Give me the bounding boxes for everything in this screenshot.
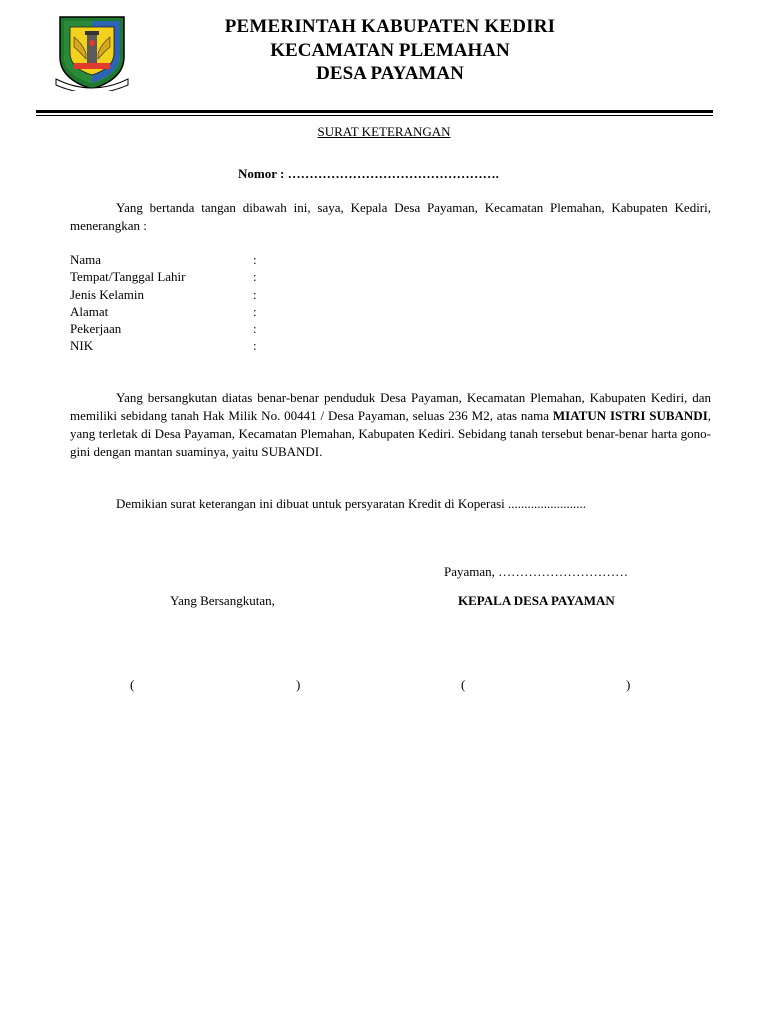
owner-name: MIATUN ISTRI SUBANDI [552,408,708,423]
applicant-signature-paren-open: ( [130,677,135,692]
field-colon: : [253,321,257,337]
body-paragraph [70,389,711,461]
field-colon: : [253,286,257,302]
body-text-part2: , yang terletak di Desa Payaman, Kecamatan Plemahan, Kabupaten Kediri. Sebidang tanah tersebut benar-benar harta gono-gini dengan mantan suaminya, yaitu SUBANDI. [70,408,712,459]
opening-text: Yang bertanda tangan dibawah ini, saya, Kepala Desa Payaman, Kecamatan Plemahan, Kabupaten Kediri, menerangkan : [70,200,711,233]
field-label: NIK [70,338,94,354]
closing-paragraph [70,495,711,513]
opening-paragraph [70,199,711,235]
field-label: Jenis Kelamin [70,286,145,302]
letter-number [238,166,499,182]
applicant-signature-paren-close: ) [296,677,301,692]
place-date: Payaman, ………………………… [444,564,629,579]
header-divider-thick [36,110,713,113]
field-label: Nama [70,252,102,267]
applicant-signature-title: Yang Bersangkutan, [170,593,275,608]
header-government: PEMERINTAH KABUPATEN KEDIRI [224,16,556,37]
village-head-signature-title: KEPALA DESA PAYAMAN [458,593,615,608]
letter-number-label: Nomor : [238,166,285,181]
letter-number-value: …………………………………………. [287,166,499,181]
field-colon: : [253,338,257,354]
village-head-signature-paren-open: ( [461,677,466,692]
header-divider-thin [36,115,713,116]
field-label: Tempat/Tanggal Lahir [70,269,186,285]
field-colon: : [253,303,257,319]
header-district: KECAMATAN PLEMAHAN [270,40,510,61]
letter-title: SURAT KETERANGAN [317,124,451,139]
header-village: DESA PAYAMAN [316,63,464,84]
kabupaten-emblem-icon [52,13,132,91]
field-label: Pekerjaan [70,321,122,337]
body-text-part1: Yang bersangkutan diatas benar-benar penduduk Desa Payaman, Kecamatan Plemahan, Kabupaten Kediri, dan memiliki sebidang tanah Hak Milik No. 00441 / Desa Payaman, seluas 236 M2, atas nama [70,390,711,423]
field-colon: : [253,252,257,267]
field-label: Alamat [70,303,109,319]
village-head-signature-paren-close: ) [626,677,631,692]
field-colon: : [253,269,257,285]
closing-text: Demikian surat keterangan ini dibuat untuk persyaratan Kredit di Koperasi ........................ [116,496,587,511]
